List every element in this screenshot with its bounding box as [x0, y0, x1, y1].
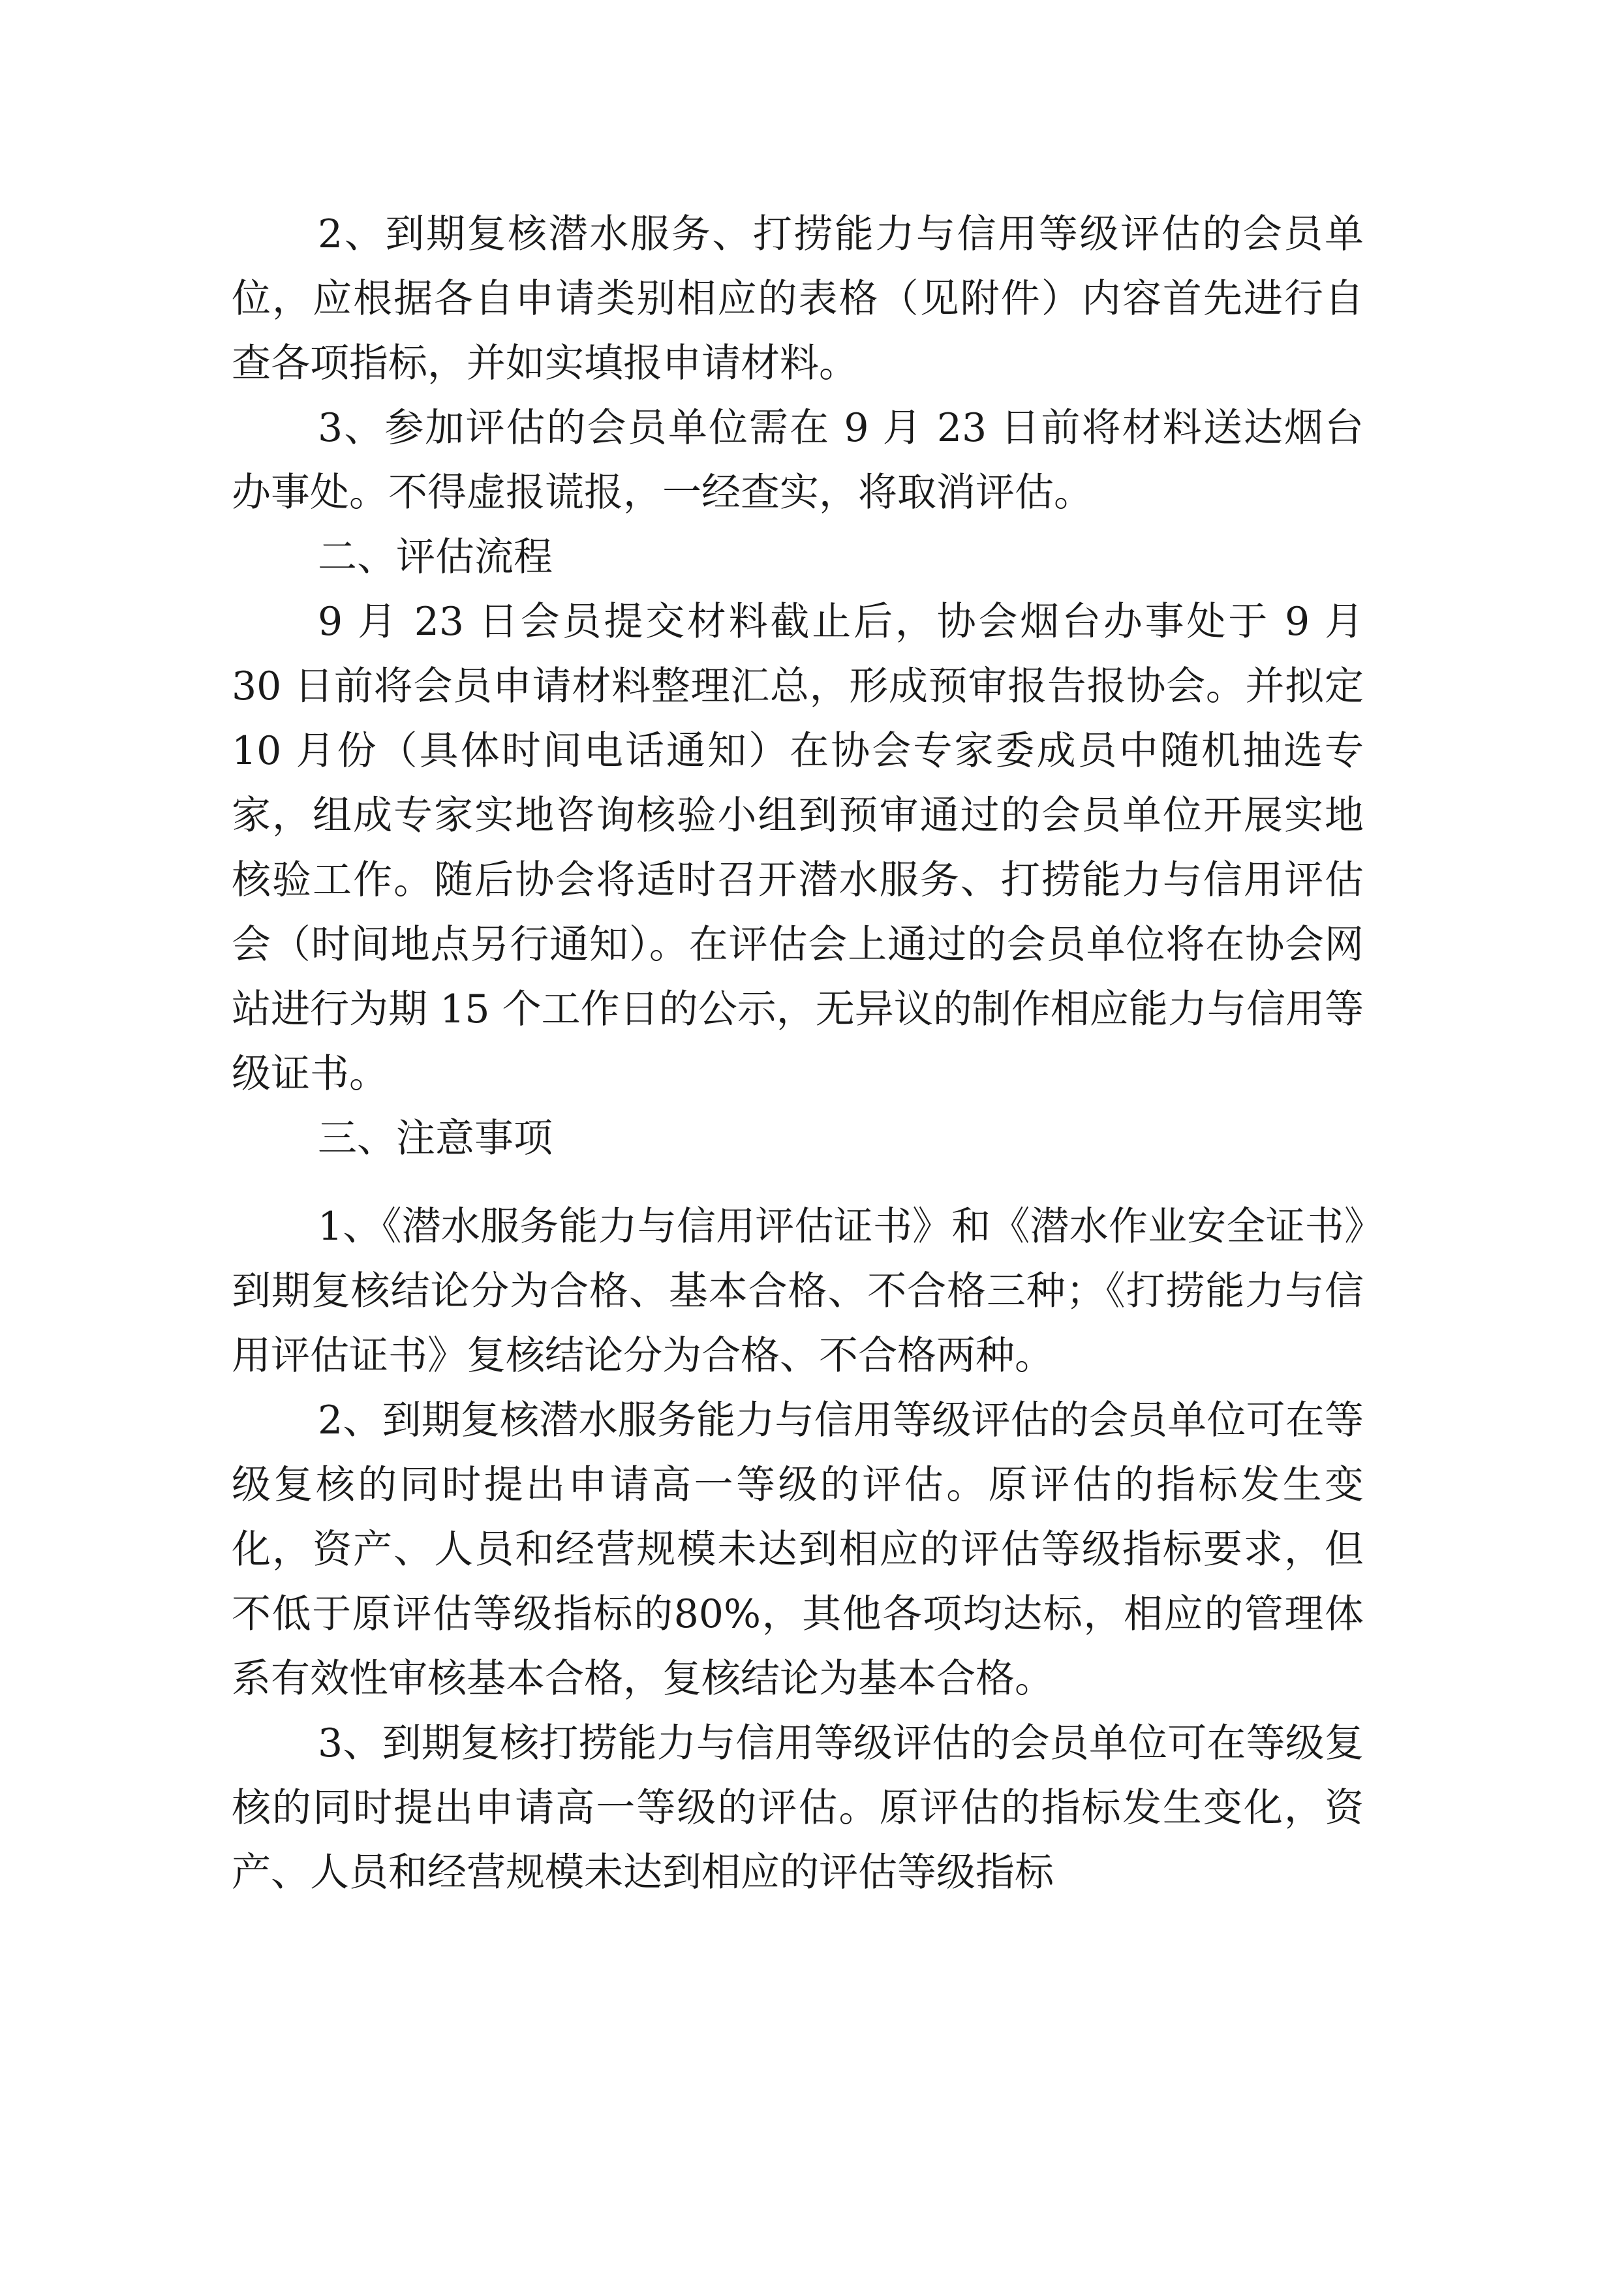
document-page — [232, 202, 1364, 1905]
section-heading-notes: 三、注意事项 — [318, 1116, 553, 1161]
paragraph-evaluation-process: 9 月 23 日会员提交材料截止后，协会烟台办事处于 9 月 30 日前将会员申请材料整理汇总，形成预审报告报协会。并拟定 10 月份（具体时间电话通知）在协会专家委成员中随机抽选专家，组成专家实地咨询核验小组到预审通过的会员单位开展实地核验工作。随后协会将适时召开潜水服务、打捞能力与信用评估会（时间地点另行通知）。在评估会上通过的会员单位将在协会网站进行为期 15 个工作日的公示，无异议的制作相应能力与信用等级证书。 — [232, 599, 1364, 1097]
paragraph-recheck-materials: 2、到期复核潜水服务、打捞能力与信用等级评估的会员单位，应根据各自申请类别相应的表格（见附件）内容首先进行自查各项指标，并如实填报申请材料。 — [232, 211, 1364, 386]
paragraph-diving-recheck: 2、到期复核潜水服务能力与信用等级评估的会员单位可在等级复核的同时提出申请高一等级的评估。原评估的指标发生变化，资产、人员和经营规模未达到相应的评估等级指标要求，但不低于原评估等级指标的80%，其他各项均达标，相应的管理体系有效性审核基本合格，复核结论为基本合格。 — [232, 1398, 1364, 1702]
section-heading-evaluation-process: 二、评估流程 — [318, 534, 553, 580]
paragraph-submission-deadline: 3、参加评估的会员单位需在 9 月 23 日前将材料送达烟台办事处。不得虚报谎报，一经查实，将取消评估。 — [232, 405, 1364, 515]
paragraph-salvage-recheck: 3、到期复核打捞能力与信用等级评估的会员单位可在等级复核的同时提出申请高一等级的评估。原评估的指标发生变化，资产、人员和经营规模未达到相应的评估等级指标 — [232, 1721, 1364, 1895]
paragraph-certificate-conclusions: 1、《潜水服务能力与信用评估证书》和《潜水作业安全证书》到期复核结论分为合格、基本合格、不合格三种；《打捞能力与信用评估证书》复核结论分为合格、不合格两种。 — [232, 1204, 1364, 1379]
